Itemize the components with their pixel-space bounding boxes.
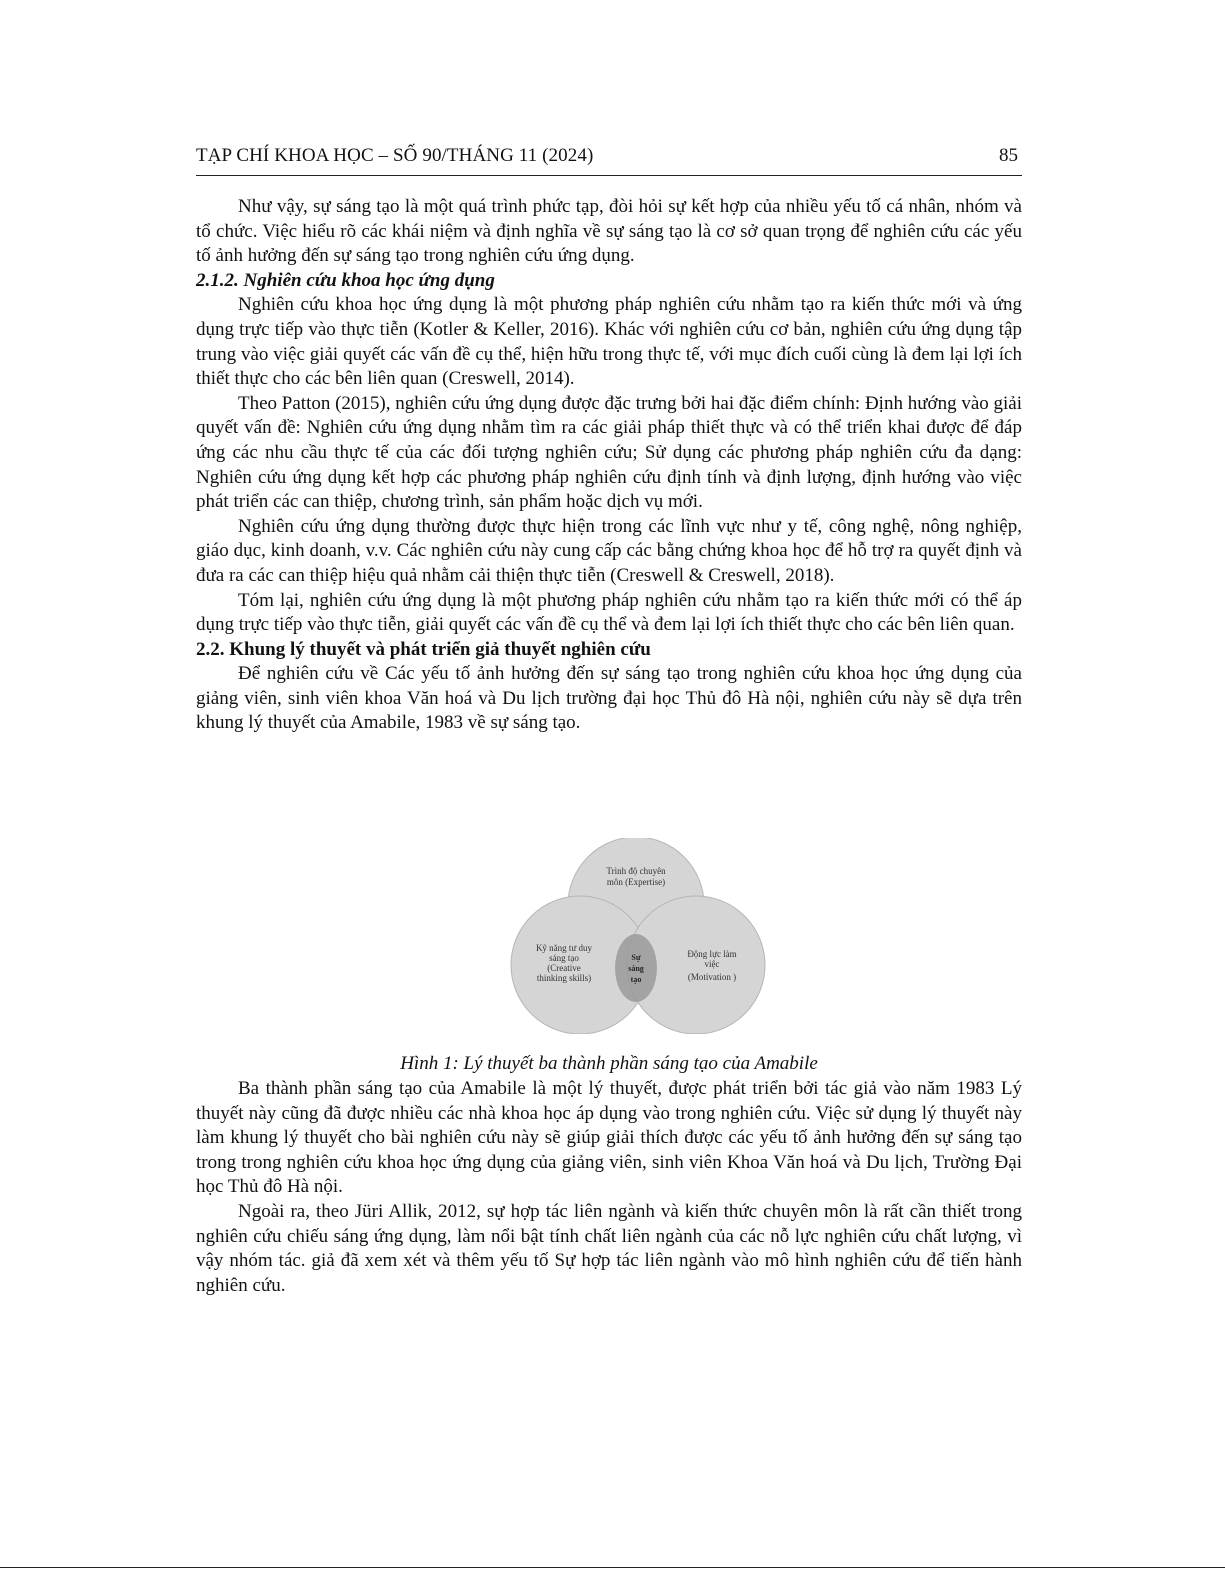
- page-number: 85: [999, 145, 1018, 166]
- paragraph: Nghiên cứu ứng dụng thường được thực hiện trong các lĩnh vực như y tế, công nghệ, nông nghiệp, giáo dục, kinh doanh, v.v. Các nghiên cứu này cung cấp các bằng chứng khoa học để hỗ trợ ra quyết định và đưa ra các can thiệp hiệu quả nhằm cải thiện thực tiễn (Creswell & Creswell, 2018).: [196, 515, 1022, 586]
- label-creativity-line2: sáng: [628, 964, 644, 973]
- label-motivation-line3: (Motivation ): [687, 972, 737, 982]
- label-creative-line1: Kỹ năng tư duy: [535, 943, 593, 953]
- paragraph: Nghiên cứu khoa học ứng dụng là một phương pháp nghiên cứu nhằm tạo ra kiến thức mới và ứng dụng trực tiếp vào thực tiễn (Kotler & Keller, 2016). Khác với nghiên cứu cơ bản, nghiên cứu ứng dụng tập trung vào việc giải quyết các vấn đề cụ thể, hiện hữu trong thực tế, với mục đích cuối cùng là đem lại lợi ích thiết thực cho các bên liên quan (Creswell, 2014).: [196, 294, 1022, 390]
- section-heading-2-1-2: 2.1.2. Nghiên cứu khoa học ứng dụng: [196, 269, 495, 291]
- label-expertise-line2: môn (Expertise): [606, 877, 666, 887]
- label-expertise-line1: Trình độ chuyên: [606, 866, 666, 876]
- paragraph: Như vậy, sự sáng tạo là một quá trình phức tạp, đòi hỏi sự kết hợp của nhiều yếu tố cá nhân, nhóm và tổ chức. Việc hiểu rõ các khái niệm và định nghĩa về sự sáng tạo là cơ sở quan trọng để nghiên cứu các yếu tố ảnh hưởng đến sự sáng tạo trong nghiên cứu ứng dụng.: [196, 196, 1022, 267]
- main-text-top: [196, 195, 1022, 736]
- label-motivation-line2: việc: [704, 959, 720, 969]
- running-header: [196, 143, 1022, 176]
- label-motivation-line1: Động lực làm: [687, 949, 737, 959]
- main-text-bottom: [196, 1077, 1022, 1298]
- journal-title: TẠP CHÍ KHOA HỌC – SỐ 90/THÁNG 11 (2024): [196, 145, 594, 166]
- page-bottom-rule: [0, 1567, 1225, 1568]
- label-creative-line2: sáng tạo: [549, 953, 579, 963]
- label-creativity-line3: tạo: [630, 975, 642, 984]
- paragraph: Để nghiên cứu về Các yếu tố ảnh hưởng đến sự sáng tạo trong nghiên cứu khoa học ứng dụng của giảng viên, sinh viên khoa Văn hoá và Du lịch trường đại học Thủ đô Hà nội, nghiên cứu này sẽ dựa trên khung lý thuyết của Amabile, 1983 về sự sáng tạo.: [196, 663, 1022, 734]
- label-creative-line4: thinking skills): [536, 973, 592, 983]
- label-creative-line3: (Creative: [547, 963, 581, 973]
- paragraph: Theo Patton (2015), nghiên cứu ứng dụng được đặc trưng bởi hai đặc điểm chính: Định hướng vào giải quyết vấn đề: Nghiên cứu ứng dụng nhằm tìm ra các giải pháp thiết thực và có thể triển khai được để đáp ứng các nhu cầu thực tế của các đối tượng nghiên cứu; Sử dụng các phương pháp nghiên cứu đa dạng: Nghiên cứu ứng dụng kết hợp các phương pháp nghiên cứu định tính và định lượng, định hướng vào việc phát triển các can thiệp, chương trình, sản phẩm hoặc dịch vụ mới.: [196, 392, 1022, 513]
- label-creativity-line1: Sự: [631, 953, 641, 962]
- figure-caption: Hình 1: Lý thuyết ba thành phần sáng tạo của Amabile: [400, 1053, 818, 1074]
- section-heading-2-2: 2.2. Khung lý thuyết và phát triển giả thuyết nghiên cứu: [196, 638, 651, 660]
- venn-diagram: [507, 838, 771, 1034]
- venn-diagram-figure: [507, 838, 771, 1034]
- paragraph: Ba thành phần sáng tạo của Amabile là một lý thuyết, được phát triển bởi tác giả vào năm 1983 Lý thuyết này cũng đã được nhiều các nhà khoa học áp dụng vào trong nghiên cứu. Việc sử dụng lý thuyết này làm khung lý thuyết cho bài nghiên cứu này sẽ giúp giải thích được các yếu tố ảnh hưởng đến sự sáng tạo trong trong nghiên cứu khoa học ứng dụng của giảng viên, sinh viên Khoa Văn hoá và Du lịch, Trường Đại học Thủ đô Hà nội.: [196, 1078, 1022, 1198]
- paragraph: Ngoài ra, theo Jüri Allik, 2012, sự hợp tác liên ngành và kiến thức chuyên môn là rất cần thiết trong nghiên cứu chiếu sáng ứng dụng, làm nổi bật tính chất liên ngành của các nỗ lực nghiên cứu chất lượng, vì vậy nhóm tác. giả đã xem xét và thêm yếu tố Sự hợp tác liên ngành vào mô hình nghiên cứu để tiến hành nghiên cứu.: [196, 1200, 1022, 1296]
- paragraph: Tóm lại, nghiên cứu ứng dụng là một phương pháp nghiên cứu nhằm tạo ra kiến thức mới có thể áp dụng trực tiếp vào thực tiễn, giải quyết các vấn đề cụ thể và đem lại lợi ích thiết thực cho các bên liên quan.: [196, 589, 1022, 636]
